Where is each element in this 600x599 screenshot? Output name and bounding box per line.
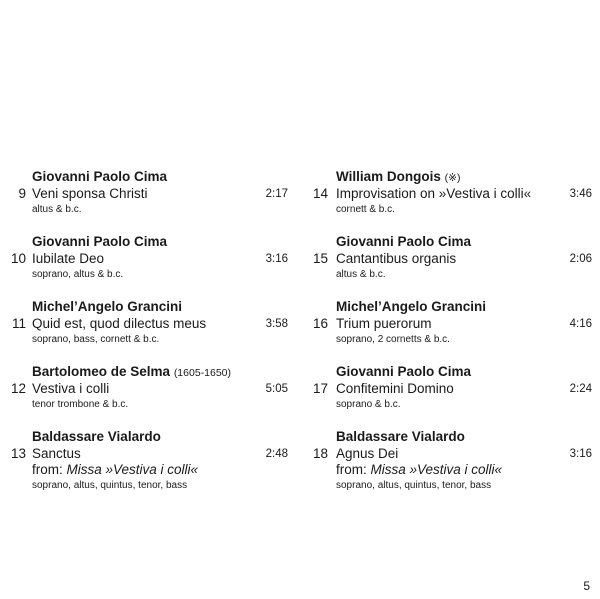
track-number: 18 (312, 446, 328, 461)
track-number: 11 (11, 316, 26, 331)
track-12 (0, 364, 300, 429)
composer: Giovanni Paolo Cima (336, 234, 472, 249)
instrumentation: altus & b.c. (32, 204, 82, 215)
track-duration: 3:16 (569, 448, 592, 460)
composer: William Dongois (※) (336, 169, 461, 184)
track-title: Vestiva i colli (32, 381, 110, 396)
track-duration: 3:58 (265, 318, 288, 330)
instrumentation: soprano, altus, quintus, tenor, bass (32, 480, 188, 491)
track-duration: 4:16 (569, 318, 592, 330)
source-work: from: Missa »Vestiva i colli« (32, 462, 199, 477)
track-number: 14 (312, 186, 328, 201)
track-duration: 3:16 (265, 253, 288, 265)
instrumentation: soprano & b.c. (336, 399, 401, 410)
track-18 (302, 429, 600, 494)
instrumentation: cornett & b.c. (336, 204, 395, 215)
composer: Michel’Angelo Grancini (336, 299, 487, 314)
track-title: Improvisation on »Vestiva i colli« (336, 186, 532, 201)
track-number: 15 (312, 251, 328, 266)
track-16 (302, 299, 600, 364)
composer: Baldassare Vialardo (32, 429, 161, 444)
track-10 (0, 234, 300, 299)
track-duration: 2:06 (569, 253, 592, 265)
instrumentation: altus & b.c. (336, 269, 386, 280)
track-duration: 3:46 (569, 188, 592, 200)
instrumentation: soprano, altus & b.c. (32, 269, 124, 280)
track-9 (0, 169, 300, 234)
track-number: 13 (10, 446, 26, 461)
composer: Giovanni Paolo Cima (336, 364, 472, 379)
track-number: 17 (312, 381, 328, 396)
page-number: 5 (583, 579, 590, 593)
right-column (302, 169, 600, 494)
track-title: Quid est, quod dilectus meus (32, 316, 207, 331)
track-title: Sanctus (32, 446, 81, 461)
track-number: 16 (312, 316, 328, 331)
track-13 (0, 429, 300, 494)
track-15 (302, 234, 600, 299)
track-title: Iubilate Deo (32, 251, 105, 266)
left-column (0, 169, 300, 494)
track-number: 12 (10, 381, 26, 396)
composer: Giovanni Paolo Cima (32, 234, 168, 249)
track-duration: 2:17 (265, 188, 288, 200)
instrumentation: tenor trombone & b.c. (32, 399, 129, 410)
instrumentation: soprano, bass, cornett & b.c. (32, 334, 160, 345)
instrumentation: soprano, 2 cornetts & b.c. (336, 334, 450, 345)
track-duration: 5:05 (265, 383, 288, 395)
track-title: Agnus Dei (336, 446, 399, 461)
track-title: Confitemini Domino (336, 381, 454, 396)
source-work: from: Missa »Vestiva i colli« (336, 462, 503, 477)
track-11 (0, 299, 300, 364)
track-duration: 2:24 (569, 383, 592, 395)
composer: Michel’Angelo Grancini (32, 299, 183, 314)
composer: Giovanni Paolo Cima (32, 169, 168, 184)
composer: Baldassare Vialardo (336, 429, 465, 444)
track-number: 10 (10, 251, 26, 266)
composer: Bartolomeo de Selma (1605-1650) (32, 364, 232, 379)
track-title: Cantantibus organis (336, 251, 457, 266)
track-number: 9 (18, 186, 26, 201)
track-title: Veni sponsa Christi (32, 186, 148, 201)
instrumentation: soprano, altus, quintus, tenor, bass (336, 480, 492, 491)
track-14 (302, 169, 600, 234)
track-17 (302, 364, 600, 429)
track-duration: 2:48 (265, 448, 288, 460)
track-title: Trium puerorum (336, 316, 432, 331)
